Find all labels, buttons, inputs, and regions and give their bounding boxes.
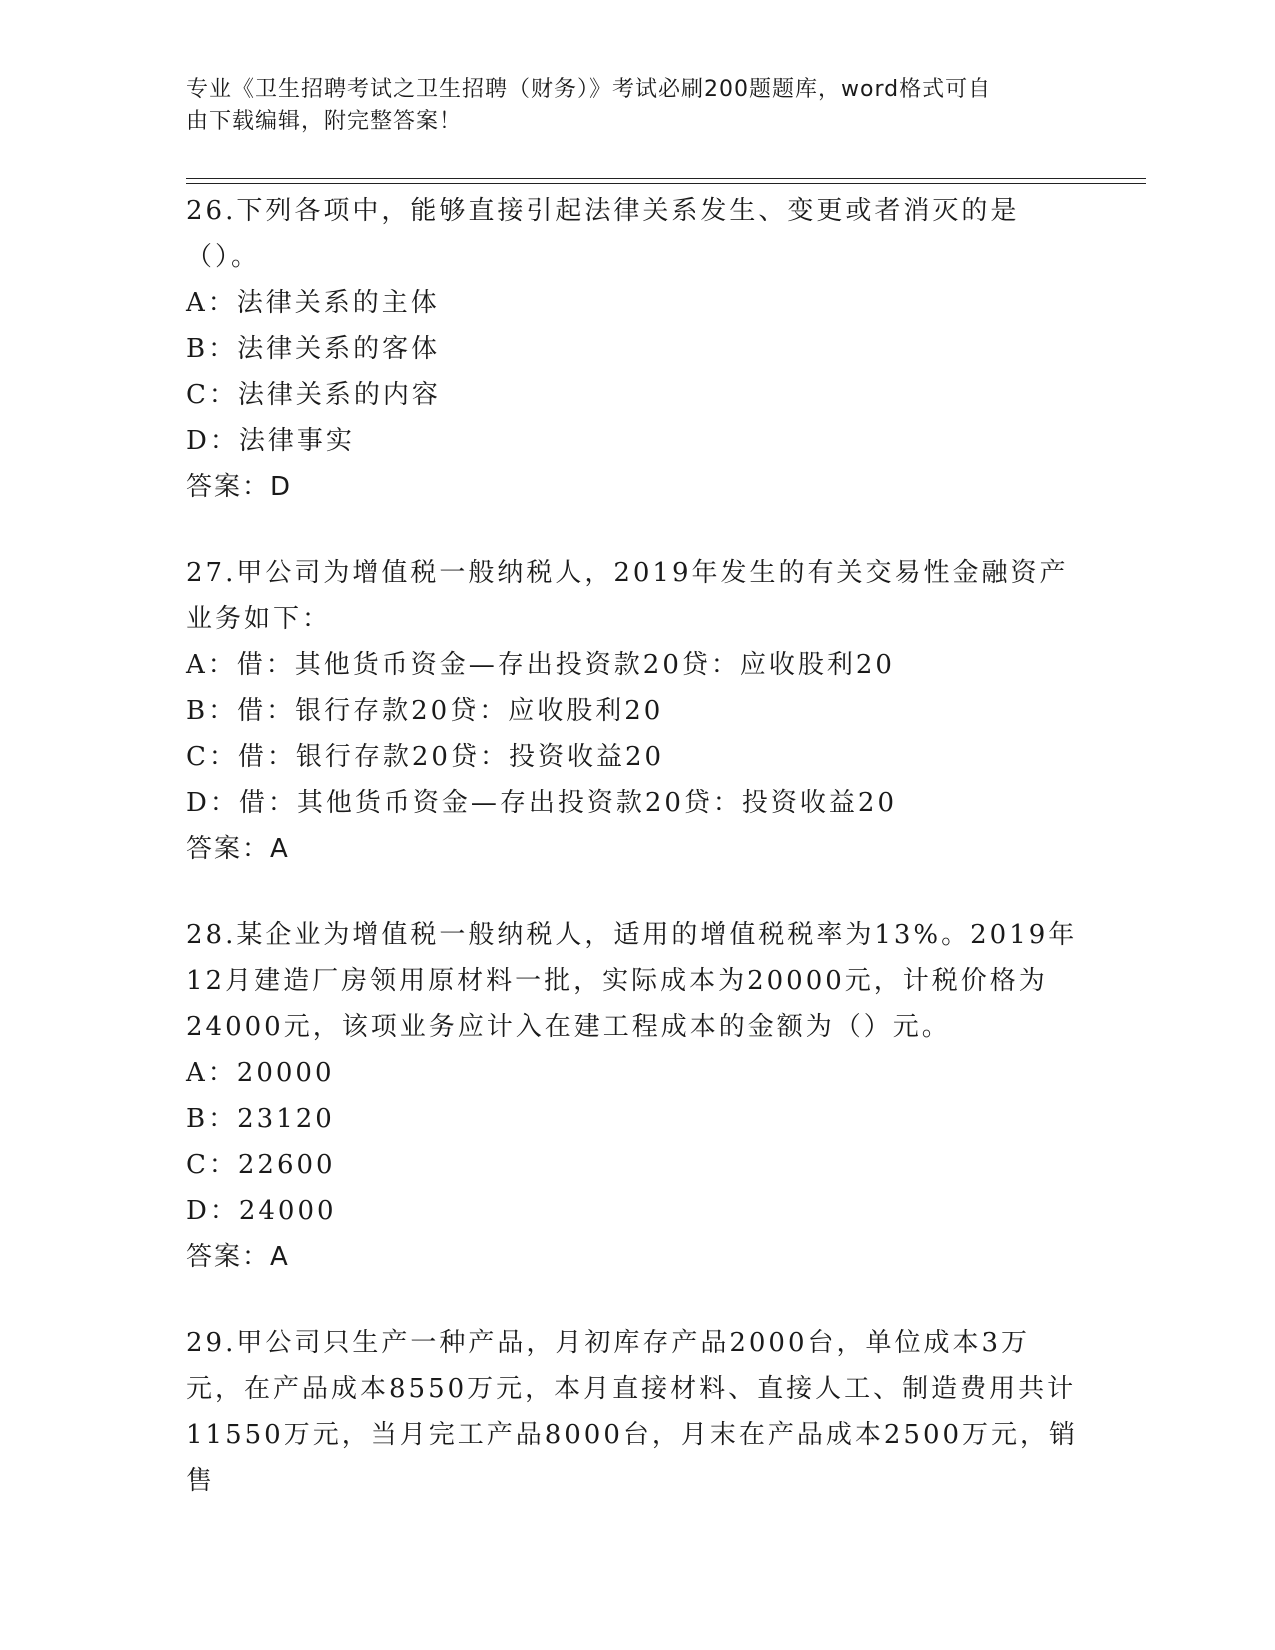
option-c: C：借：银行存款20贷：投资收益20 (186, 742, 665, 772)
option-b: B：借：银行存款20贷：应收股利20 (186, 696, 664, 726)
option-c: C：22600 (186, 1150, 336, 1180)
option-a: A：20000 (186, 1058, 335, 1088)
option-a: A：法律关系的主体 (186, 288, 440, 318)
question-text: 26.下列各项中，能够直接引起法律关系发生、变更或者消灭的是（）。 (186, 196, 1020, 272)
question-text: 27.甲公司为增值税一般纳税人，2019年发生的有关交易性金融资产业务如下： (186, 558, 1069, 634)
header-line-2: 由下载编辑，附完整答案！ (186, 109, 463, 134)
answer: 答案：A (186, 834, 290, 864)
header-rule-top (186, 178, 1146, 179)
question-27 (186, 550, 1086, 872)
question-text: 29.甲公司只生产一种产品，月初库存产品2000台，单位成本3万元，在产品成本8550万元，本月直接材料、直接人工、制造费用共计11550万元，当月完工产品8000台，月末在产品成本2500万元，销售 (186, 1328, 1079, 1496)
header-line-1: 专业《卫生招聘考试之卫生招聘（财务）》考试必刷200题题库，word格式可自 (186, 77, 992, 102)
option-b: B：23120 (186, 1104, 335, 1134)
question-26 (186, 188, 1086, 510)
question-text: 28.某企业为增值税一般纳税人，适用的增值税税率为13%。2019年12月建造厂房领用原材料一批，实际成本为20000元，计税价格为24000元，该项业务应计入在建工程成本的金额为（）元。 (186, 920, 1078, 1042)
option-d: D：24000 (186, 1196, 337, 1226)
option-d: D：借：其他货币资金—存出投资款20贷：投资收益20 (186, 788, 898, 818)
answer: 答案：D (186, 472, 293, 502)
option-a: A：借：其他货币资金—存出投资款20贷：应收股利20 (186, 650, 895, 680)
question-28 (186, 912, 1086, 1280)
option-b: B：法律关系的客体 (186, 334, 441, 364)
header-rule-bottom (186, 183, 1146, 184)
option-d: D：法律事实 (186, 426, 355, 456)
question-list (186, 188, 1086, 1544)
answer: 答案：A (186, 1242, 290, 1272)
question-29 (186, 1320, 1086, 1504)
document-header (186, 74, 1066, 138)
option-c: C：法律关系的内容 (186, 380, 441, 410)
